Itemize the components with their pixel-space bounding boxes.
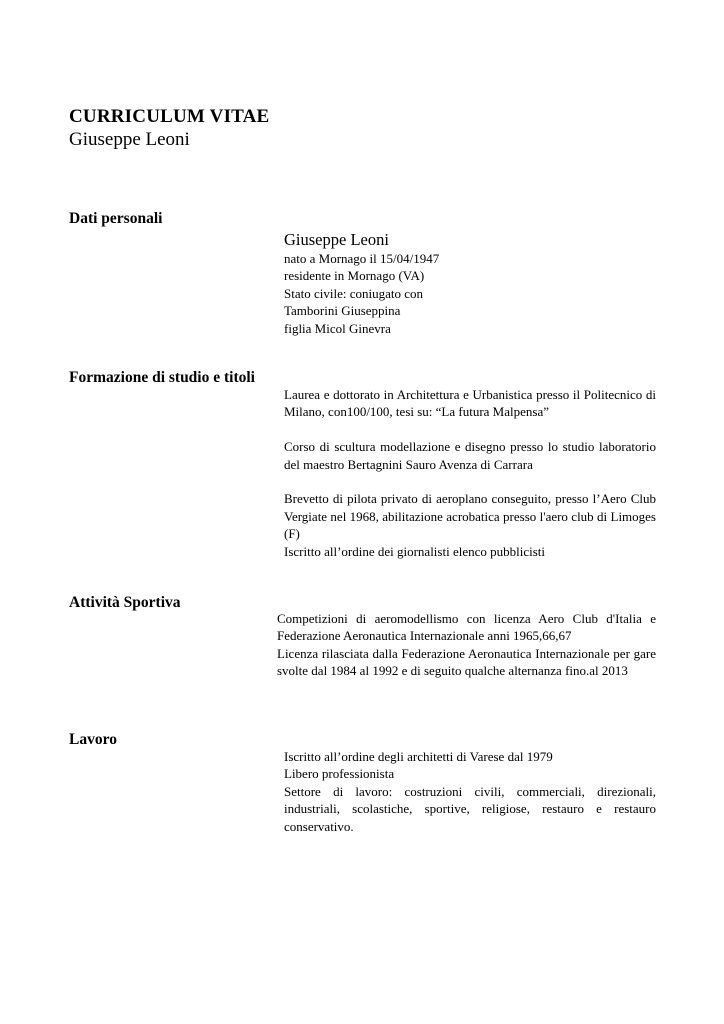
work-details [284,748,656,835]
sports-paragraph: Licenza rilasciata dalla Federazione Aeronautica Internazionale per gare svolte dal 1984 al 1992 e di seguito qualche alternanza fino.al 2013 [277,645,656,679]
work-paragraph: Libero professionista [284,766,395,782]
section-heading-personal: Dati personali [69,210,163,227]
work-paragraph: Settore di lavoro: costruzioni civili, commerciali, direzionali, industriali, scolastiche, sportive, religiose, restauro e restauro conservativo. [284,783,656,834]
education-paragraph: Laurea e dottorato in Architettura e Urbanistica presso il Politecnico di Milano, con100/100, tesi su: “La futura Malpensa” [284,387,656,420]
section-heading-education: Formazione di studio e titoli [69,369,255,386]
section-heading-sports: Attività Sportiva [69,594,181,611]
education-paragraph: Iscritto all’ordine dei giornalisti elenco pubblicisti [284,543,546,559]
personal-details [284,230,656,337]
work-paragraph: Iscritto all’ordine degli architetti di Varese dal 1979 [284,749,553,764]
sports-details [277,610,656,680]
personal-line: figlia Micol Ginevra [284,320,391,336]
section-heading-work: Lavoro [69,731,117,748]
sports-paragraph: Competizioni di aeromodellismo con licenza Aero Club d'Italia e Federazione Aeronautica Internazionale anni 1965,66,67 [277,611,656,644]
education-details [284,386,656,560]
personal-line: Stato civile: coniugato con [284,285,423,301]
document-subtitle-name: Giuseppe Leoni [69,129,190,150]
personal-line: residente in Mornago (VA) [284,268,425,284]
personal-name: Giuseppe Leoni [284,230,389,249]
personal-line: Tamborini Giuseppina [284,303,401,319]
document-title: CURRICULUM VITAE [69,106,270,127]
education-paragraph: Brevetto di pilota privato di aeroplano conseguito, presso l’Aero Club Vergiate nel 1968, abilitazione acrobatica presso l'aero club di Limoges (F) [284,491,656,542]
education-paragraph: Corso di scultura modellazione e disegno presso lo studio laboratorio del maestro Bertagnini Sauro Avenza di Carrara [284,439,656,472]
personal-line: nato a Mornago il 15/04/1947 [284,251,440,266]
